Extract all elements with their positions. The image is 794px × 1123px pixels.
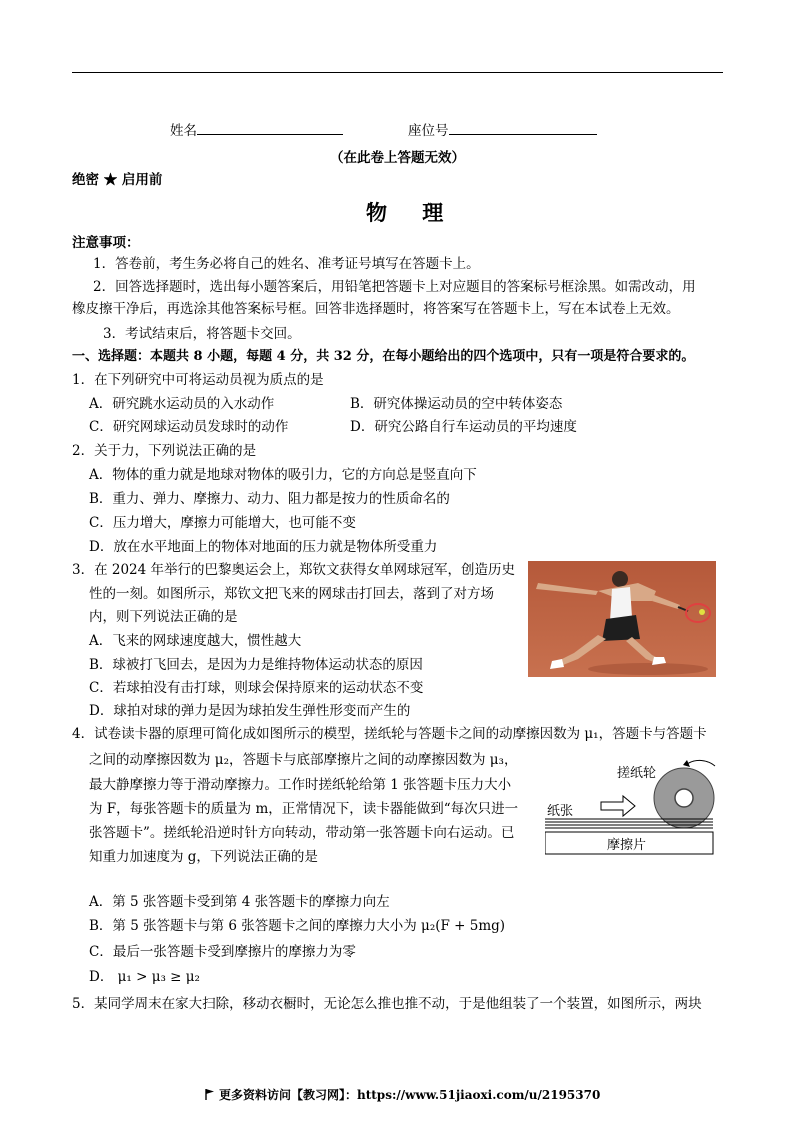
seat-blank	[449, 120, 597, 135]
footer-text: 更多资料访问【教习网】：https://www.51jiaoxi.com/u/2195370	[219, 1088, 601, 1102]
note-1: 1．答卷前，考生务必将自己的姓名、准考证号填写在答题卡上。	[93, 256, 480, 272]
q3-option-c: C．若球拍没有击打球，则球会保持原来的运动状态不变	[89, 680, 424, 696]
subject-title: 物 理	[366, 200, 458, 225]
q1-option-a: A．研究跳水运动员的入水动作	[89, 396, 275, 412]
secret-mark: 绝密 ★ 启用前	[72, 172, 163, 188]
footer-link[interactable]	[205, 1086, 600, 1103]
q1-option-b: B．研究体操运动员的空中转体姿态	[350, 396, 563, 412]
q4-line-3: 最大静摩擦力等于滑动摩擦力。工作时搓纸轮给第 1 张答题卡压力大小	[89, 777, 512, 793]
name-field	[170, 119, 343, 139]
tennis-player-illustration	[528, 561, 716, 677]
q4-line-1: 4．试卷读卡器的原理可简化成如图所示的模型，搓纸轮与答题卡之间的动摩擦因数为 μ₁，答题卡与答题卡	[72, 726, 707, 742]
q3-stem-1: 3．在 2024 年举行的巴黎奥运会上，郑钦文获得女单网球冠军，创造历史	[72, 562, 516, 578]
note-2b: 橡皮擦干净后，再选涂其他答案标号框。回答非选择题时，将答案写在答题卡上，写在本试卷上无效。	[72, 301, 680, 317]
q2-stem: 2．关于力，下列说法正确的是	[72, 443, 257, 459]
invalid-note: （在此卷上答题无效）	[330, 150, 465, 166]
q4-line-6: 知重力加速度为 g，下列说法正确的是	[89, 849, 318, 865]
q3-stem-2: 性的一刻。如图所示，郑钦文把飞来的网球击打回去，落到了对方场	[89, 586, 494, 602]
flag-icon	[205, 1089, 215, 1100]
q3-option-d: D．球拍对球的弹力是因为球拍发生弹性形变而产生的	[89, 703, 411, 719]
section-heading: 一、选择题：本题共 8 小题，每题 4 分，共 32 分，在每小题给出的四个选项中，只有一项是符合要求的。	[72, 349, 695, 364]
name-label: 姓名	[170, 123, 197, 139]
q4-line-5: 张答题卡”。搓纸轮沿逆时针方向转动，带动第一张答题卡向右运动。已	[89, 825, 515, 841]
q2-option-c: C．压力增大，摩擦力可能增大，也可能不变	[89, 515, 356, 531]
q2-option-a: A．物体的重力就是地球对物体的吸引力，它的方向总是竖直向下	[89, 467, 477, 483]
q3-option-b: B．球被打飞回去，是因为力是维持物体运动状态的原因	[89, 657, 423, 673]
q1-option-d: D．研究公路自行车运动员的平均速度	[350, 419, 577, 435]
q1-option-c: C．研究网球运动员发球时的动作	[89, 419, 289, 435]
q4-line-4: 为 F，每张答题卡的质量为 m，正常情况下，读卡器能做到“每次只进一	[89, 801, 519, 817]
note-2a: 2．回答选择题时，选出每小题答案后，用铅笔把答题卡上对应题目的答案标号框涂黑。如需改动，用	[93, 279, 696, 295]
name-blank	[197, 120, 343, 135]
q3-stem-3: 内，则下列说法正确的是	[89, 609, 238, 625]
q4-line-2: 之间的动摩擦因数为 μ₂，答题卡与底部摩擦片之间的动摩擦因数为 μ₃，	[89, 752, 518, 768]
wheel-label: 搓纸轮	[617, 766, 657, 781]
q2-option-b: B．重力、弹力、摩擦力、动力、阻力都是按力的性质命名的	[89, 491, 450, 507]
q3-option-a: A．飞来的网球速度越大，惯性越大	[89, 633, 302, 649]
q4-option-c: C．最后一张答题卡受到摩擦片的摩擦力为零	[89, 944, 356, 960]
tennis-photo	[528, 561, 716, 677]
header-rule	[72, 72, 723, 73]
q1-stem: 1．在下列研究中可将运动员视为质点的是	[72, 372, 324, 388]
q2-option-d: D．放在水平地面上的物体对地面的压力就是物体所受重力	[89, 539, 438, 555]
q4-option-a: A．第 5 张答题卡受到第 4 张答题卡的摩擦力向左	[89, 894, 390, 910]
card-reader-diagram	[545, 758, 725, 858]
q4-option-b: B．第 5 张答题卡与第 6 张答题卡之间的摩擦力大小为 μ₂(F + 5mg)	[89, 918, 506, 934]
pad-label: 摩擦片	[607, 838, 647, 853]
notes-title: 注意事项：	[72, 235, 140, 251]
note-3: 3．考试结束后，将答题卡交回。	[103, 326, 301, 342]
q5-line-1: 5．某同学周末在家大扫除，移动衣橱时，无论怎么推也推不动，于是他组装了一个装置，如图所示，两块	[72, 996, 702, 1012]
seat-field	[408, 119, 597, 139]
seat-label: 座位号	[408, 123, 449, 139]
q4-option-d: D． μ₁ > μ₃ ≥ μ₂	[89, 969, 200, 985]
paper-label: 纸张	[547, 804, 574, 819]
